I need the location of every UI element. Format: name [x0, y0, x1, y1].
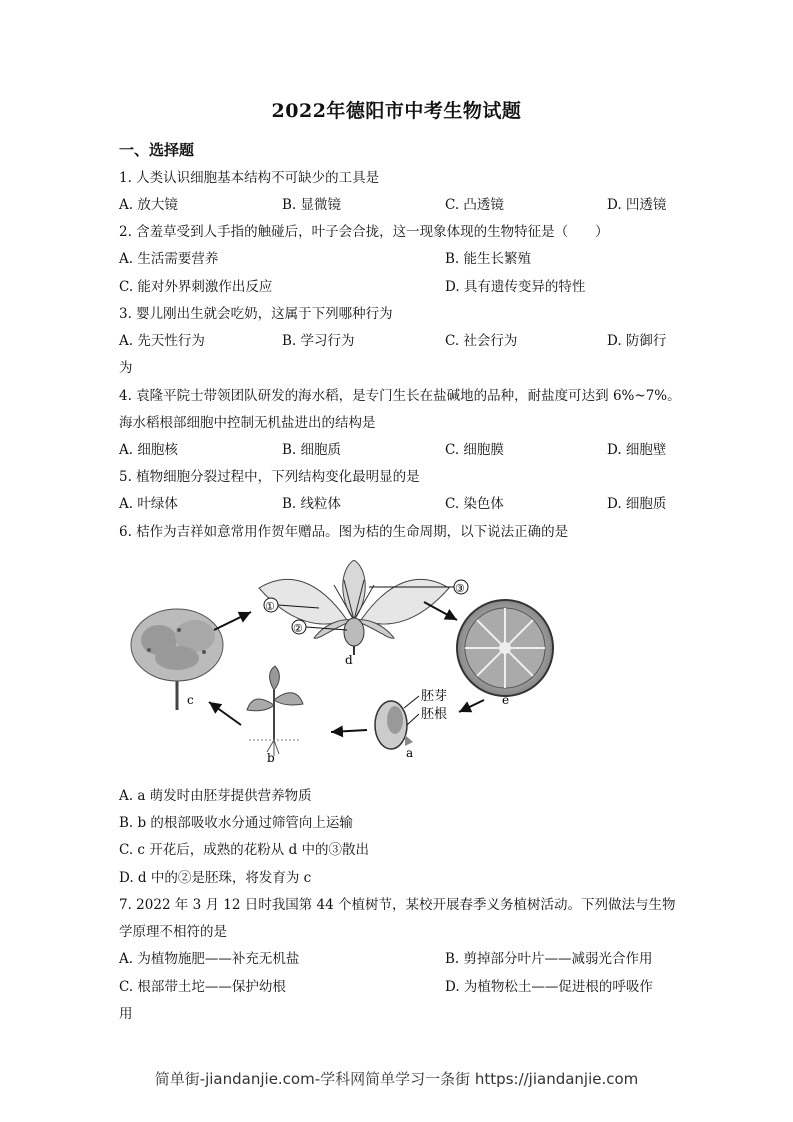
- flower-illustration: [259, 560, 449, 655]
- q3-option-a: A. 先天性行为: [119, 333, 205, 349]
- question-6-stem: 6. 桔作为吉祥如意常用作贺年赠品。图为桔的生命周期，以下说法正确的是: [119, 524, 569, 540]
- q3-option-d: D. 防御行: [607, 333, 667, 349]
- question-3-stem: 3. 婴儿刚出生就会吃奶，这属于下列哪种行为: [119, 306, 393, 322]
- q1-option-b: B. 显微镜: [282, 197, 342, 213]
- label-3: ③: [455, 582, 465, 595]
- label-embryo-bud: 胚芽: [421, 689, 448, 704]
- q4-option-a: A. 细胞核: [119, 442, 178, 458]
- q6-option-c: C. c 开花后，成熟的花粉从 d 中的③散出: [119, 842, 370, 858]
- label-e: e: [502, 693, 510, 707]
- question-4-stem-line2: 海水稻根部细胞中控制无机盐进出的结构是: [119, 415, 376, 431]
- q2-option-d: D. 具有遗传变异的特性: [445, 279, 586, 295]
- section-heading: 一、选择题: [119, 141, 195, 159]
- label-2: ②: [293, 622, 303, 635]
- q6-option-a: A. a 萌发时由胚芽提供营养物质: [119, 788, 312, 804]
- q2-option-c: C. 能对外界刺激作出反应: [119, 279, 273, 295]
- q5-option-a: A. 叶绿体: [119, 496, 178, 512]
- q1-option-d: D. 凹透镜: [607, 197, 667, 213]
- tree-illustration: [131, 609, 223, 710]
- q5-option-b: B. 线粒体: [282, 496, 342, 512]
- question-1-stem: 1. 人类认识细胞基本结构不可缺少的工具是: [119, 170, 380, 186]
- question-4-stem-line1: 4. 袁隆平院士带领团队研发的海水稻，是专门生长在盐碱地的品种，耐盐度可达到 6%~7%。: [119, 388, 681, 404]
- q3-option-d-wrap: 为: [119, 360, 133, 376]
- q4-option-b: B. 细胞质: [282, 442, 342, 458]
- seedling-illustration: [247, 666, 303, 756]
- q3-option-b: B. 学习行为: [282, 333, 355, 349]
- label-embryo-root: 胚根: [421, 707, 448, 722]
- q1-option-c: C. 凸透镜: [445, 197, 504, 213]
- q7-option-c: C. 根部带土坨——保护幼根: [119, 979, 286, 995]
- q1-option-a: A. 放大镜: [119, 197, 178, 213]
- q4-option-c: C. 细胞膜: [445, 442, 504, 458]
- label-c: c: [187, 693, 194, 707]
- q5-option-d: D. 细胞质: [607, 496, 667, 512]
- footer-watermark: 简单街-jiandanjie.com-学科网简单学习一条街 https://jiandanjie.com: [154, 1070, 639, 1088]
- q7-option-b: B. 剪掉部分叶片——减弱光合作用: [445, 951, 653, 967]
- question-7-stem-line1: 7. 2022 年 3 月 12 日时我国第 44 个植树节，某校开展春季义务植树活动。下列做法与生物: [119, 897, 676, 913]
- q6-option-b: B. b 的根部吸收水分通过筛管向上运输: [119, 815, 353, 831]
- question-5-stem: 5. 植物细胞分裂过程中，下列结构变化最明显的是: [119, 469, 420, 485]
- fruit-cross-section: [457, 600, 553, 696]
- question-2-stem: 2. 含羞草受到人手指的触碰后，叶子会合拢，这一现象体现的生物特征是（ ）: [119, 224, 609, 240]
- life-cycle-diagram: [119, 560, 679, 775]
- q3-option-c: C. 社会行为: [445, 333, 518, 349]
- q7-option-a: A. 为植物施肥——补充无机盐: [119, 951, 300, 967]
- q6-option-d: D. d 中的②是胚珠，将发育为 c: [119, 870, 312, 886]
- page-title: 2022年德阳市中考生物试题: [271, 100, 522, 122]
- question-7-stem-line2: 学原理不相符的是: [119, 924, 227, 940]
- q2-option-a: A. 生活需要营养: [119, 251, 219, 267]
- label-d: d: [345, 653, 353, 667]
- q7-option-d: D. 为植物松土——促进根的呼吸作: [445, 979, 653, 995]
- q4-option-d: D. 细胞壁: [607, 442, 667, 458]
- q5-option-c: C. 染色体: [445, 496, 504, 512]
- label-b: b: [267, 751, 275, 765]
- q2-option-b: B. 能生长繁殖: [445, 251, 532, 267]
- label-1: ①: [265, 600, 275, 613]
- label-a: a: [406, 746, 414, 760]
- q7-option-d-wrap: 用: [119, 1006, 133, 1022]
